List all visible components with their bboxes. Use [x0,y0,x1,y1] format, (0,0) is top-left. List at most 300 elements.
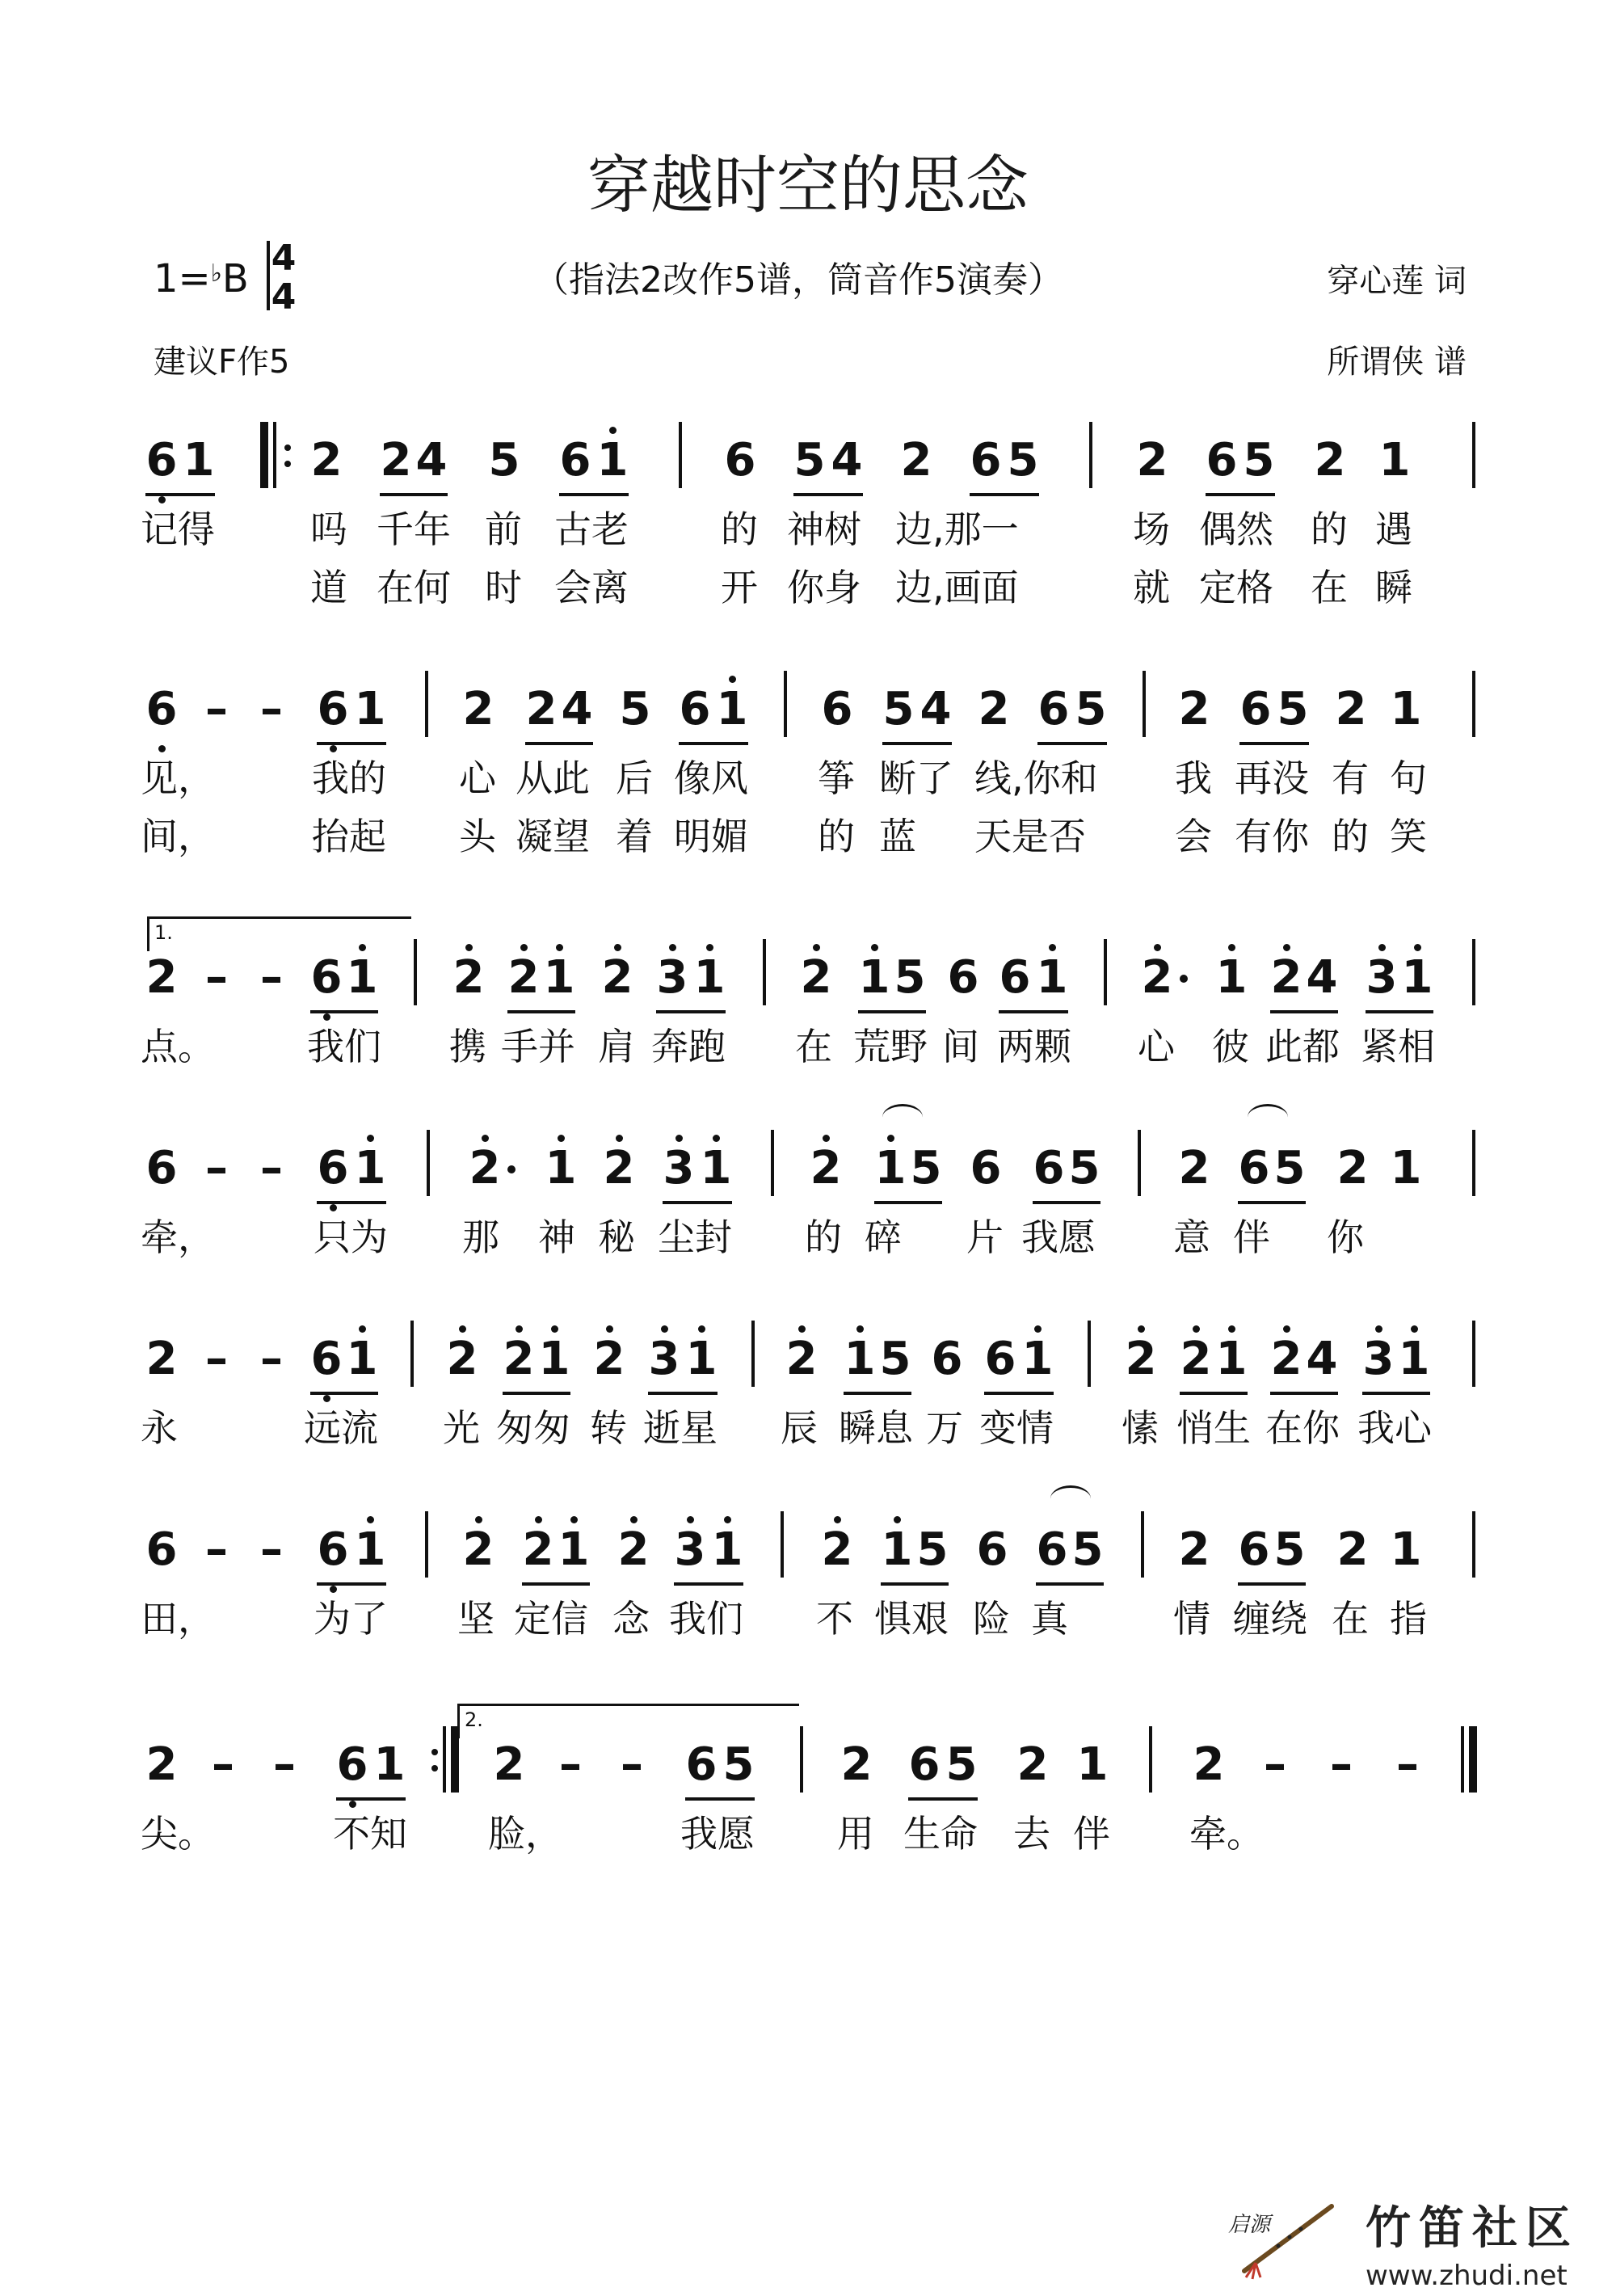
note: 1 [874,1128,907,1209]
note: 6 [1238,1523,1270,1576]
note: 6 [310,937,343,1018]
dash: – [260,1333,283,1385]
lyric-verse-2 [0,808,1616,865]
lyric: 见， [141,756,215,800]
note: 1 [1401,937,1433,1018]
note: 6 [999,951,1031,1004]
beam-underline [525,742,593,745]
lyric: 脸， [488,1812,562,1856]
note: 2 [821,1510,853,1590]
lyric: 像风 [674,756,748,800]
repeat-start-barline [260,422,268,488]
lyric: 缠绕 [1233,1597,1307,1641]
lyric: 笑 [1390,815,1427,858]
barline [1472,1130,1475,1196]
lyric: 永 [141,1406,178,1450]
lyric-verse-1 [0,1018,1616,1075]
note: 2 [462,683,494,735]
lyric-verse-1 [0,501,1616,558]
lyric: 定格 [1199,566,1273,609]
lyric: 只为 [314,1215,388,1259]
lyric: 意 [1173,1215,1210,1259]
lyric: 辰 [781,1406,818,1450]
note: 6 [145,1523,178,1576]
note: 1 [716,669,748,750]
note: 2 [1178,1142,1210,1194]
lyric-verse-1 [0,1590,1616,1647]
dash: – [205,1142,228,1194]
dash: – [559,1738,582,1791]
note: 2 [1125,1319,1157,1400]
notation-row [0,420,1616,501]
note: 6 [317,1510,349,1590]
lyric: 头 [459,815,496,858]
lyric: 间， [141,815,215,858]
beam-underline [1238,1201,1306,1204]
lyric: 生命 [903,1812,978,1856]
barline [425,671,428,737]
beam-underline [1036,1582,1104,1586]
note: 2 [840,1738,873,1791]
lyric: 在何 [377,566,451,609]
beam-underline [881,1582,949,1586]
note: 4 [415,434,448,487]
note: 1 [354,1128,386,1209]
lyric: 光 [443,1406,480,1450]
beam-underline [908,1797,978,1801]
beam-underline [656,1010,726,1013]
note: 5 [910,1142,942,1194]
note: 5 [1277,683,1309,735]
note: 2 [1016,1738,1049,1791]
repeat-dots [284,422,291,488]
lyric: 偶然 [1199,508,1273,551]
beam-underline [1180,1392,1248,1395]
lyric: 在 [795,1025,832,1068]
lyric: 伴 [1073,1812,1110,1856]
notation-row [0,1725,1616,1805]
note: 2 [978,683,1010,735]
note: 3 [648,1319,680,1400]
note: 5 [916,1523,949,1576]
lyric: 的 [721,508,758,551]
beam-underline [844,1392,911,1395]
note: 2 [1193,1738,1225,1791]
note: 5 [1071,1523,1104,1576]
note: 2 [1178,1523,1210,1576]
beam-underline [999,1010,1068,1013]
note: 6 [317,669,349,750]
barline [1089,422,1092,488]
note: 5 [793,434,826,487]
note: 1 [1215,1319,1248,1400]
note: 2 [145,951,178,1004]
note: 5 [1243,434,1275,487]
note: 5 [619,683,651,735]
key-suggestion: 建议F作5 [154,343,290,381]
lyric: 惧艰 [874,1597,949,1641]
lyric: 用 [837,1812,874,1856]
note: 6 [145,669,178,750]
lyric: 田， [141,1597,215,1641]
note: 2 [810,1128,842,1209]
dash: – [205,1523,228,1576]
note: 5 [1273,1142,1306,1194]
lyric: 尘封 [658,1215,732,1259]
beam-underline [1270,1010,1338,1013]
note: 6 [970,1142,1002,1194]
note: 4 [561,683,593,735]
note: 6 [1033,1142,1065,1194]
barline [800,1726,803,1793]
note: 1 [183,434,215,487]
note: 6 [685,1738,718,1791]
note: 2 [1180,1319,1212,1400]
lyric-verse-2 [0,559,1616,616]
dash: – [205,683,228,735]
note: 6 [145,420,178,501]
note: 6 [1036,1523,1068,1576]
beam-underline [559,493,629,496]
beam-underline [648,1392,718,1395]
lyric: 伴 [1233,1215,1270,1259]
lyric: 点。 [141,1025,215,1068]
lyric: 定信 [514,1597,588,1641]
flat-sign: ♭ [210,259,222,288]
beam-underline [1206,493,1275,496]
note: 2 [380,434,412,487]
lyric: 在 [1311,566,1348,609]
note: 2 [522,1510,554,1590]
note: 1 [1390,683,1422,735]
note: 6 [317,1128,349,1209]
note: 3 [663,1128,695,1209]
barline [1138,1130,1141,1196]
note: 6 [1037,683,1070,735]
note: 2 [1336,1142,1369,1194]
dash: – [205,951,228,1004]
lyric: 神 [538,1215,575,1259]
lyric: 线,你和 [974,756,1098,800]
note: 2 [593,1319,625,1400]
note: 6 [931,1333,963,1385]
note: 1 [844,1319,876,1400]
beam-underline [380,493,448,496]
note: 3 [1366,937,1398,1018]
lyric: 我愿 [1021,1215,1096,1259]
lyric: 牵， [141,1215,215,1259]
lyric: 有 [1332,756,1369,800]
beam-underline [507,1010,575,1013]
note: 6 [984,1333,1016,1385]
beam-underline [858,1010,926,1013]
time-signature [265,239,302,317]
lyric: 瞬息 [839,1406,913,1450]
lyric: 秘 [598,1215,635,1259]
note: 6 [1206,434,1238,487]
lyric: 蓝 [879,815,916,858]
note: 1 [1378,434,1411,487]
note: 5 [1068,1142,1100,1194]
final-barline [1469,1726,1477,1793]
note: 6 [1239,683,1272,735]
note: 1 [700,1128,732,1209]
note: 6 [145,1142,178,1194]
lyric: 的 [818,815,855,858]
barline [427,1130,430,1196]
note: 2 [462,1510,494,1590]
note: 4 [920,683,952,735]
lyric: 此都 [1265,1025,1340,1068]
lyric: 远流 [304,1406,378,1450]
note: 1 [858,937,890,1018]
time-signature-bar [267,241,270,310]
lyric: 场 [1133,508,1170,551]
barline [1149,1726,1152,1793]
volta-label: 2. [465,1708,483,1731]
lyric: 你 [1327,1215,1364,1259]
composer-credit: 所谓侠 谱 [1327,343,1467,381]
barline [1472,1511,1475,1578]
note: 1 [1398,1319,1430,1400]
barline [781,1511,784,1578]
lyric: 不 [816,1597,853,1641]
dash: – [260,951,283,1004]
note: 1 [346,1319,378,1400]
notation-row [0,1128,1616,1209]
key-note: B [221,256,249,301]
lyric: 会离 [554,566,629,609]
lyric: 尖。 [141,1812,215,1856]
note: 1 [346,937,378,1018]
dash: – [1264,1738,1286,1791]
lyric: 念 [612,1597,650,1641]
barline [1143,671,1146,737]
note: 5 [882,683,915,735]
volta-label: 1. [154,921,173,944]
note: 1 [354,683,386,735]
lyric: 指 [1390,1597,1427,1641]
barline [425,1511,428,1578]
note: 4 [1306,951,1338,1004]
lyric: 两颗 [997,1025,1071,1068]
lyric: 时 [485,566,522,609]
beam-underline [984,1392,1054,1395]
beam-underline [317,1201,386,1204]
note: 1 [558,1510,590,1590]
beam-underline [1033,1201,1100,1204]
dash: – [260,683,283,735]
notation-row [0,937,1616,1018]
lyric: 会 [1175,815,1212,858]
lyric: 你身 [787,566,861,609]
beam-underline [336,1797,406,1801]
lyric: 前 [485,508,522,551]
lyric: 为了 [314,1597,388,1641]
lyric: 着 [616,815,653,858]
lyric: 句 [1390,756,1427,800]
lyric: 情 [1173,1597,1210,1641]
slur-mark [882,1104,923,1131]
note: 2 [1336,1523,1369,1576]
note: 1 [1021,1319,1054,1400]
barline [443,1726,446,1793]
brand-url: www.zhudi.net [1366,2260,1568,2292]
beam-underline [1270,1392,1338,1395]
lyric: 瞬 [1375,566,1412,609]
lyric: 悄生 [1176,1406,1251,1450]
notation-row [0,669,1616,750]
beam-underline [503,1392,570,1395]
note: 1 [596,420,629,501]
note: 2 [603,1128,635,1209]
lyric: 牵。 [1189,1812,1264,1856]
lyric-verse-1 [0,1209,1616,1266]
lyric: 万 [926,1406,963,1450]
beam-underline [1037,742,1107,745]
brand-tagline: 启源 [1228,2213,1271,2237]
lyric: 就 [1133,566,1170,609]
lyric: 匆匆 [496,1406,570,1450]
note: 6 [336,1725,368,1805]
note: 1 [1390,1523,1422,1576]
lyric: 记得 [141,508,215,551]
note: 6 [310,1319,343,1400]
beam-underline [882,742,952,745]
lyric: 间 [942,1025,979,1068]
note: 2 [900,434,932,487]
note: 2 [310,434,343,487]
lyric: 从此 [516,756,590,800]
slur-mark [1248,1104,1288,1131]
note: 5 [1273,1523,1306,1576]
note: 5 [1007,434,1039,487]
note: 5 [488,434,520,487]
lyric: 奔跑 [651,1025,726,1068]
dash: – [205,1333,228,1385]
barline [414,939,417,1005]
lyric: 彼 [1212,1025,1249,1068]
note: 6 [821,683,853,735]
note: 2 [446,1319,478,1400]
barline [1472,422,1475,488]
key-signature [154,246,249,311]
beam-underline [310,1392,378,1395]
dash: – [212,1738,234,1791]
barline [771,1130,774,1196]
note: 6 [976,1523,1008,1576]
barline [1472,939,1475,1005]
lyric: 紧相 [1361,1025,1435,1068]
beam-underline [679,742,748,745]
lyric: 我心 [1357,1406,1432,1450]
beam-underline [970,493,1039,496]
lyric: 后 [616,756,653,800]
lyric: 古老 [554,508,629,551]
dash: – [1396,1738,1419,1791]
notation-row [0,1319,1616,1400]
note: 1 [1390,1142,1422,1194]
brand-name: 竹笛社区 [1366,2201,1579,2255]
lyric: 再没 [1235,756,1309,800]
note: 2 [1335,683,1367,735]
barline [784,671,787,737]
barline [763,939,766,1005]
note: 2 [469,1128,501,1209]
note: 2 [785,1319,818,1400]
lyric: 道 [310,566,347,609]
note: 3 [1362,1319,1395,1400]
lyric-verse-1 [0,750,1616,807]
note: 4 [1306,1333,1338,1385]
note: 6 [970,434,1002,487]
note: 2 [507,937,540,1018]
note: 1 [693,937,726,1018]
lyric: 真 [1031,1597,1068,1641]
note: 3 [674,1510,706,1590]
lyric: 那 [462,1215,499,1259]
lyric: 明媚 [674,815,748,858]
dash: – [260,1142,283,1194]
barline [1461,1726,1464,1793]
dash: – [1330,1738,1353,1791]
barline [751,1321,755,1387]
lyric: 携 [449,1025,486,1068]
lyric: 险 [973,1597,1010,1641]
barline [1472,1321,1475,1387]
note: 1 [711,1510,743,1590]
note: 6 [908,1738,941,1791]
lyric-verse-1 [0,1400,1616,1456]
note: 2 [525,683,558,735]
lyric: 千年 [377,508,451,551]
barline [273,422,276,488]
beam-underline [793,493,863,496]
note: 1 [354,1510,386,1590]
lyric: 碎 [865,1215,902,1259]
barline [679,422,682,488]
lyric: 断了 [879,756,953,800]
note: 1 [1036,937,1068,1018]
note: 5 [879,1333,911,1385]
note: 6 [724,434,756,487]
lyric-verse-1 [0,1805,1616,1862]
beam-underline [685,1797,755,1801]
lyric: 筝 [818,756,855,800]
lyric: 肩 [598,1025,635,1068]
dash: – [621,1738,643,1791]
lyric: 遇 [1375,508,1412,551]
beam-underline [522,1582,590,1586]
note: 1 [1076,1738,1109,1791]
slur-mark [1050,1485,1091,1512]
beam-underline [317,1582,386,1586]
lyric: 我们 [307,1025,381,1068]
barline [1141,1511,1144,1578]
note: 2 [601,937,633,1018]
note: 6 [679,683,711,735]
note: 3 [656,937,688,1018]
lyric: 心 [459,756,496,800]
note: 5 [894,951,926,1004]
note: 5 [722,1738,755,1791]
repeat-end-barline [451,1726,459,1793]
note: 2 [493,1738,525,1791]
note: 1 [538,1319,570,1400]
note: 2 [1178,683,1210,735]
lyric: 天是否 [974,815,1086,858]
beam-underline [145,493,215,496]
